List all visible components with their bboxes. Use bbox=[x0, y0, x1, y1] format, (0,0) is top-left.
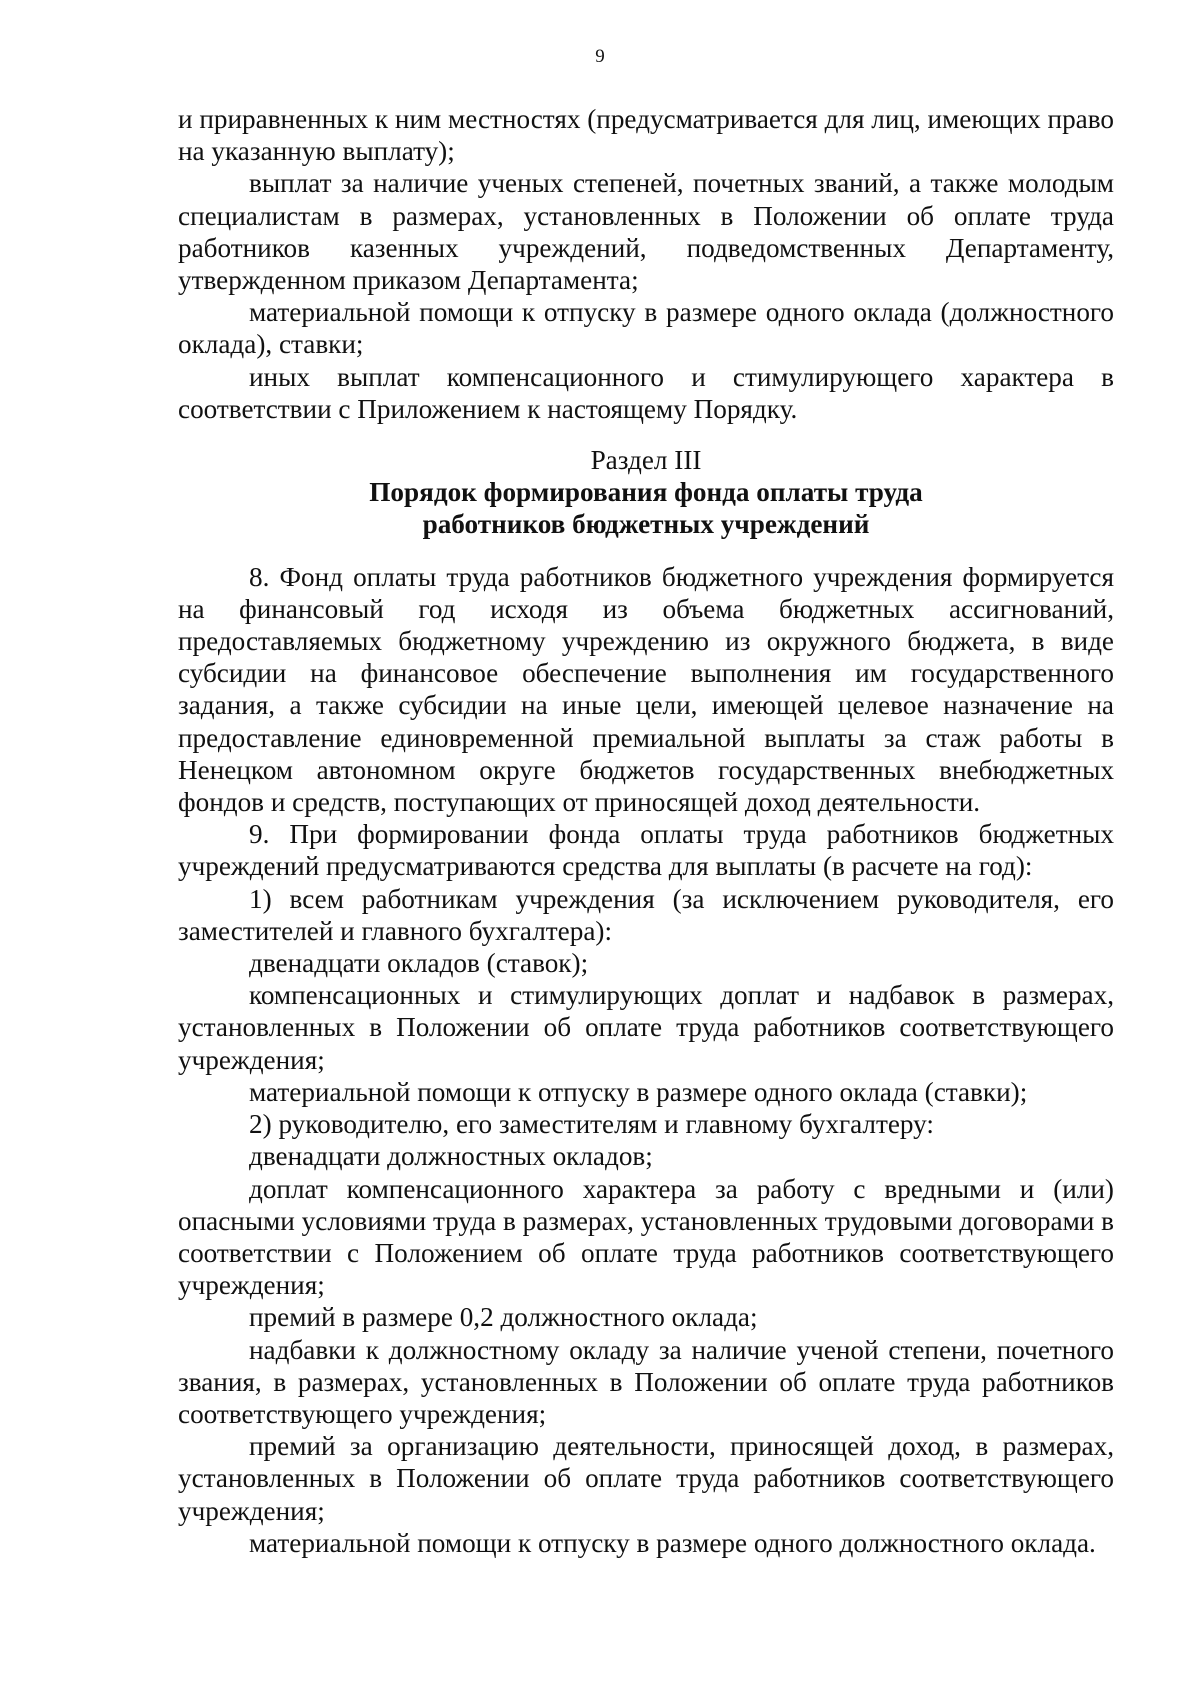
paragraph: иных выплат компенсационного и стимулирующего характера в соответствии с Приложением к настоящему Порядку. bbox=[178, 361, 1114, 424]
paragraph: материальной помощи к отпуску в размере одного оклада (ставки); bbox=[249, 1076, 1028, 1107]
paragraph: 1) всем работникам учреждения (за исключением руководителя, его заместителей и главного бухгалтера): bbox=[178, 883, 1114, 946]
paragraph: и приравненных к ним местностях (предусматривается для лиц, имеющих право на указанную выплату); bbox=[178, 104, 1114, 167]
document-body bbox=[178, 103, 1114, 1559]
paragraph: компенсационных и стимулирующих доплат и надбавок в размерах, установленных в Положении об оплате труда работников соответствующего учреждения; bbox=[178, 980, 1114, 1075]
paragraph: 9. При формировании фонда оплаты труда работников бюджетных учреждений предусматриваются средства для выплаты (в расчете на год): bbox=[178, 819, 1114, 882]
paragraph: премий в размере 0,2 должностного оклада; bbox=[249, 1302, 758, 1333]
paragraph: материальной помощи к отпуску в размере одного оклада (должностного оклада), ставки; bbox=[178, 297, 1114, 360]
paragraph: двенадцати должностных окладов; bbox=[249, 1141, 653, 1172]
section-title-line-1: Порядок формирования фонда оплаты труда bbox=[369, 477, 923, 508]
page-number: 9 bbox=[595, 46, 605, 67]
paragraph: материальной помощи к отпуску в размере одного должностного оклада. bbox=[249, 1527, 1096, 1558]
paragraph: 8. Фонд оплаты труда работников бюджетного учреждения формируется на финансовый год исходя из объема бюджетных ассигнований, предоставляемых бюджетному учреждению из окружного бюджета, в виде субсидии на финансовое обеспечение выполнения им государственного задания, а также субсидии на иные цели, имеющей целевое назначение на предоставление единовременной премиальной выплаты за стаж работы в Ненецком автономном округе бюджетов государственных внебюджетных фондов и средств, поступающих от приносящей доход деятельности. bbox=[178, 561, 1114, 818]
paragraph: выплат за наличие ученых степеней, почетных званий, а также молодым специалистам в размерах, установленных в Положении об оплате труда работников казенных учреждений, подведомственных Департаменту, утвержденном приказом Департамента; bbox=[178, 168, 1114, 296]
paragraph: двенадцати окладов (ставок); bbox=[249, 948, 589, 979]
paragraph: 2) руководителю, его заместителям и главному бухгалтеру: bbox=[249, 1109, 934, 1140]
section-heading bbox=[178, 444, 1114, 541]
paragraph: надбавки к должностному окладу за наличие ученой степени, почетного звания, в размерах, установленных в Положении об оплате труда работников соответствующего учреждения; bbox=[178, 1334, 1114, 1429]
paragraph: премий за организацию деятельности, приносящей доход, в размерах, установленных в Положении об оплате труда работников соответствующего учреждения; bbox=[178, 1431, 1114, 1526]
section-title-line-2: работников бюджетных учреждений bbox=[422, 509, 870, 540]
paragraph: доплат компенсационного характера за работу с вредными и (или) опасными условиями труда в размерах, установленных трудовыми договорами в соответствии с Положением об оплате труда работников соответствующего учреждения; bbox=[178, 1173, 1114, 1301]
section-number: Раздел III bbox=[590, 445, 702, 476]
